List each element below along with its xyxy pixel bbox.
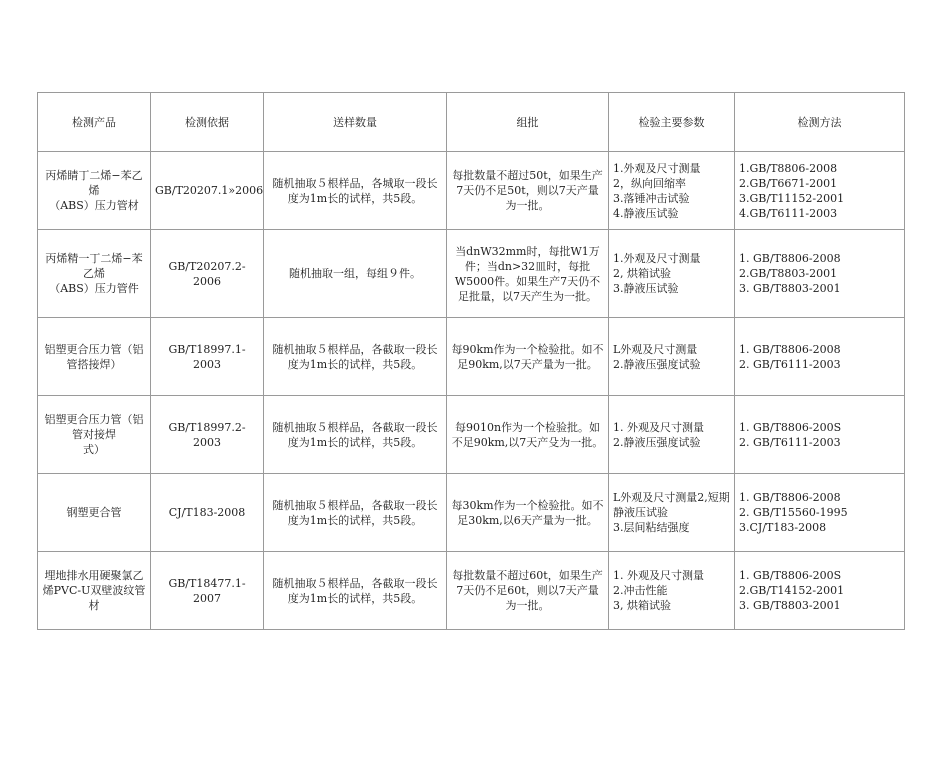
table-row <box>38 396 905 474</box>
sample-cell: 随机抽取５根样品，各截取一段长度为1m长的试样，共5段。 <box>264 396 447 474</box>
product-cell: 铝塑更合压力管（铝管对接焊 式） <box>38 396 151 474</box>
header-basis: 检测依据 <box>151 93 264 152</box>
basis-cell: GB/T18477.1-2007 <box>151 552 264 630</box>
table-row <box>38 318 905 396</box>
basis-cell: GB/T18997.1-2003 <box>151 318 264 396</box>
basis-cell: GB/T18997.2-2003 <box>151 396 264 474</box>
methods-cell: 1.GB/T8806-2008 2.GB/T6671-2001 3.GB/T11152-2001 4.GB/T6111-2003 <box>735 152 905 230</box>
methods-cell: 1. GB/T8806-2008 2. GB/T15560-1995 3.CJ/T183-2008 <box>735 474 905 552</box>
methods-cell: 1. GB/T8806-2008 2.GB/T8803-2001 3. GB/T8803-2001 <box>735 230 905 318</box>
product-cell: 丙烯精一丁二烯−苯乙烯 （ABS）压力管件 <box>38 230 151 318</box>
table-row <box>38 230 905 318</box>
batch-cell: 每批数量不超过60t，如果生产7天仍不足60t，则以7天产量为一批。 <box>447 552 609 630</box>
params-cell: 1. 外观及尺寸测量 2.静液压强度试验 <box>609 396 735 474</box>
table-row <box>38 552 905 630</box>
methods-cell: 1. GB/T8806-200S 2.GB/T14152-2001 3. GB/T8803-2001 <box>735 552 905 630</box>
header-product: 检测产品 <box>38 93 151 152</box>
params-cell: 1. 外观及尺寸测量 2.冲击性能 3, 烘箱试验 <box>609 552 735 630</box>
product-cell: 丙烯睛丁二烯−苯乙烯 （ABS）压力管材 <box>38 152 151 230</box>
table-row <box>38 152 905 230</box>
header-sample-quantity: 送样数量 <box>264 93 447 152</box>
header-main-parameters: 检验主要参数 <box>609 93 735 152</box>
batch-cell: 每90km作为一个检验批。如不足90km,以7天产量为一批。 <box>447 318 609 396</box>
batch-cell: 每批数量不超过50t，如果生产7天仍不足50t，则以7天产量为一批。 <box>447 152 609 230</box>
basis-cell: CJ/T183-2008 <box>151 474 264 552</box>
header-test-methods: 检测方法 <box>735 93 905 152</box>
table-row <box>38 474 905 552</box>
sample-cell: 随机抽取一组，每组９件。 <box>264 230 447 318</box>
sample-cell: 随机抽取５根样品，各截取一段长度为1m长的试样，共5段。 <box>264 474 447 552</box>
methods-cell: 1. GB/T8806-2008 2. GB/T6111-2003 <box>735 318 905 396</box>
product-cell: 埋地排水用硬聚氯乙烯PVC-U双壁波纹管材 <box>38 552 151 630</box>
header-batch: 组批 <box>447 93 609 152</box>
sample-cell: 随机抽取５根样品，各截取一段长度为1m长的试样，共5段。 <box>264 552 447 630</box>
batch-cell: 当dnW32mm时，每批W1万件；当dn>32皿时，每批W5000件。如果生产7天仍不足批量，以7天产生为一批。 <box>447 230 609 318</box>
header-row <box>38 93 905 152</box>
batch-cell: 每30km作为一个检验批。如不足30km,以6天产量为一批。 <box>447 474 609 552</box>
product-cell: 铝塑更合压力管（铝管搭接焊） <box>38 318 151 396</box>
sample-cell: 随机抽取５根样品，各城取一段长度为1m长的试样，共5段。 <box>264 152 447 230</box>
methods-cell: 1. GB/T8806-200S 2. GB/T6111-2003 <box>735 396 905 474</box>
sample-cell: 随机抽取５根样品，各截取一段长度为1m长的试样，共5段。 <box>264 318 447 396</box>
params-cell: L外观及尺寸测量 2.静液压强度试验 <box>609 318 735 396</box>
params-cell: 1.外观及尺寸测量 2，纵向回缩率 3.落锤冲击试验 4.静液压试验 <box>609 152 735 230</box>
inspection-table <box>37 92 905 630</box>
params-cell: L外观及尺寸测量2,短期静液压试验 3.层间粘结强度 <box>609 474 735 552</box>
basis-cell: GB/T20207.2-2006 <box>151 230 264 318</box>
params-cell: 1.外观及尺寸测量 2, 烘箱试验 3.静液压试验 <box>609 230 735 318</box>
batch-cell: 每9010n作为一个检验批。如不足90km,以7天产殳为一批。 <box>447 396 609 474</box>
product-cell: 钢塑更合管 <box>38 474 151 552</box>
basis-cell: GB/T20207.1»2006 <box>151 152 264 230</box>
